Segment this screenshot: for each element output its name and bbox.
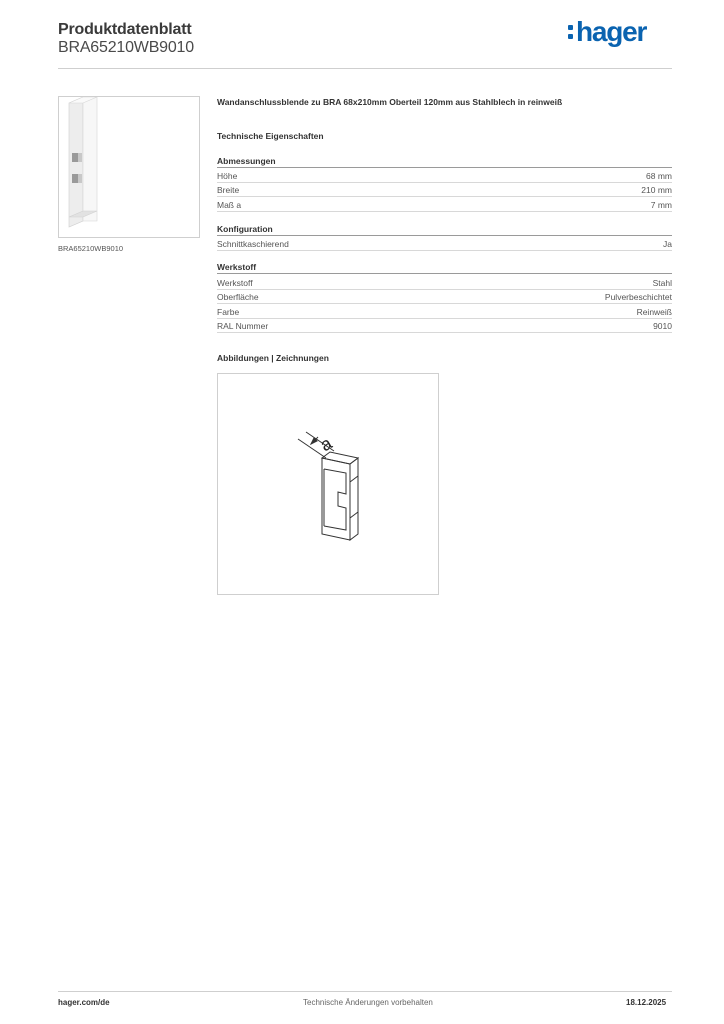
row-label: Werkstoff	[217, 277, 253, 288]
row-value: 7 mm	[650, 199, 672, 210]
row-label: Breite	[217, 184, 240, 195]
hager-logo	[568, 16, 664, 48]
table-row	[217, 290, 672, 304]
product-thumbnail	[58, 96, 200, 238]
table-row	[217, 198, 672, 212]
row-label: Oberfläche	[217, 291, 259, 302]
table-row	[217, 319, 672, 333]
table-row	[217, 276, 672, 290]
properties-heading: Technische Eigenschaften	[217, 131, 324, 141]
dimension-label: a	[316, 432, 336, 456]
row-value: Stahl	[652, 277, 672, 288]
group-title-dimensions: Abmessungen	[217, 156, 672, 168]
row-label: Farbe	[217, 306, 240, 317]
product-photo-icon	[59, 97, 199, 237]
row-label: Höhe	[217, 170, 238, 181]
technical-drawing	[217, 373, 439, 595]
article-number: BRA65210WB9010	[58, 39, 194, 56]
header-divider	[58, 68, 672, 69]
row-value: 9010	[653, 320, 672, 331]
table-row	[217, 183, 672, 197]
thumbnail-caption: BRA65210WB9010	[58, 244, 124, 253]
logo-text: hager	[576, 16, 647, 47]
footer-disclaimer: Technische Änderungen vorbehalten	[303, 998, 433, 1007]
group-title-material: Werkstoff	[217, 262, 672, 274]
drawings-heading: Abbildungen | Zeichnungen	[217, 353, 329, 363]
row-value: Pulverbeschichtet	[604, 291, 672, 302]
table-row	[217, 305, 672, 319]
row-value: Ja	[663, 238, 672, 249]
row-label: Maß a	[217, 199, 242, 210]
row-value: Reinweiß	[636, 306, 672, 317]
table-row	[217, 237, 672, 251]
footer-date: 18.12.2025	[626, 998, 667, 1007]
logo-dots-icon	[568, 25, 573, 39]
profile-drawing-icon	[218, 374, 438, 594]
row-label: RAL Nummer	[217, 320, 269, 331]
footer-divider	[58, 991, 672, 992]
page-title: Produktdatenblatt	[58, 21, 192, 38]
row-value: 68 mm	[646, 170, 672, 181]
group-title-configuration: Konfiguration	[217, 224, 672, 236]
row-label: Schnittkaschierend	[217, 238, 289, 249]
product-description: Wandanschlussblende zu BRA 68x210mm Oberteil 120mm aus Stahlblech in reinweiß	[217, 97, 563, 107]
row-value: 210 mm	[641, 184, 672, 195]
footer-website-link[interactable]: hager.com/de	[58, 998, 110, 1007]
table-row	[217, 169, 672, 183]
